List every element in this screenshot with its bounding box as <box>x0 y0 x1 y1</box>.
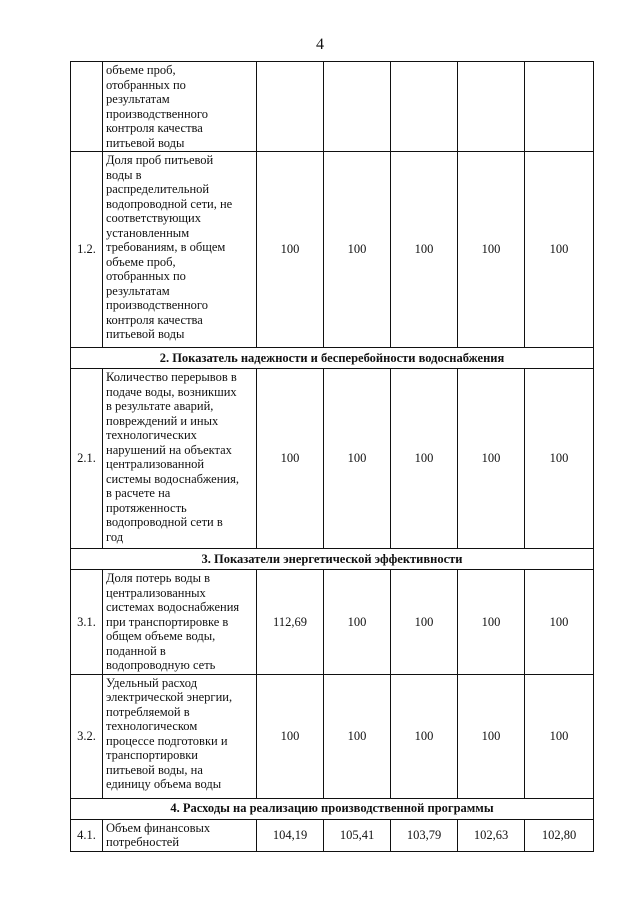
row-number: 1.2. <box>71 152 103 348</box>
section-row <box>71 348 594 369</box>
row-value <box>257 62 324 152</box>
row-value: 100 <box>525 674 594 798</box>
row-value: 100 <box>324 674 391 798</box>
row-value <box>458 62 525 152</box>
row-value: 104,19 <box>257 819 324 851</box>
table-row <box>71 819 594 851</box>
row-value: 100 <box>525 152 594 348</box>
row-number: 4.1. <box>71 819 103 851</box>
row-description: Количество перерывов в подаче воды, возникших в результате аварий, повреждений и иных технологических нарушений на объектах централизованной системы водоснабжения, в расчете на протяженность водопроводной сети в год <box>103 369 257 549</box>
row-value: 100 <box>257 674 324 798</box>
indicators-table <box>70 61 594 852</box>
row-value: 100 <box>257 152 324 348</box>
table-row <box>71 152 594 348</box>
row-number: 3.1. <box>71 570 103 675</box>
row-number <box>71 62 103 152</box>
row-value: 103,79 <box>391 819 458 851</box>
page-number: 4 <box>316 36 324 53</box>
table-row <box>71 674 594 798</box>
row-value: 100 <box>458 152 525 348</box>
section-title: 3. Показатели энергетической эффективности <box>71 549 594 570</box>
section-row <box>71 798 594 819</box>
row-value: 100 <box>257 369 324 549</box>
row-value <box>391 62 458 152</box>
row-description: Объем финансовых потребностей <box>103 819 257 851</box>
row-value: 112,69 <box>257 570 324 675</box>
row-value: 102,63 <box>458 819 525 851</box>
row-number: 2.1. <box>71 369 103 549</box>
table-row <box>71 62 594 152</box>
row-description: объеме проб, отобранных по результатам производственного контроля качества питьевой воды <box>103 62 257 152</box>
row-value: 100 <box>391 570 458 675</box>
section-title: 4. Расходы на реализацию производственной программы <box>71 798 594 819</box>
row-description: Доля потерь воды в централизованных системах водоснабжения при транспортировке в общем объеме воды, поданной в водопроводную сеть <box>103 570 257 675</box>
table-row <box>71 369 594 549</box>
row-value: 100 <box>324 570 391 675</box>
row-value: 100 <box>525 570 594 675</box>
row-value: 100 <box>391 369 458 549</box>
row-description: Удельный расход электрической энергии, потребляемой в технологическом процессе подготовки и транспортировки питьевой воды, на единицу объема воды <box>103 674 257 798</box>
row-value <box>525 62 594 152</box>
row-value: 100 <box>458 570 525 675</box>
section-title: 2. Показатель надежности и бесперебойности водоснабжения <box>71 348 594 369</box>
row-value: 100 <box>458 674 525 798</box>
row-value: 105,41 <box>324 819 391 851</box>
row-value: 100 <box>391 674 458 798</box>
section-row <box>71 549 594 570</box>
row-description: Доля проб питьевой воды в распределительной водопроводной сети, не соответствующих установленным требованиям, в общем объеме проб, отобранных по результатам производственного контроля качества питьевой воды <box>103 152 257 348</box>
row-number: 3.2. <box>71 674 103 798</box>
table-row <box>71 570 594 675</box>
row-value <box>324 62 391 152</box>
row-value: 100 <box>525 369 594 549</box>
row-value: 100 <box>324 152 391 348</box>
row-value: 100 <box>458 369 525 549</box>
row-value: 100 <box>324 369 391 549</box>
row-value: 100 <box>391 152 458 348</box>
row-value: 102,80 <box>525 819 594 851</box>
